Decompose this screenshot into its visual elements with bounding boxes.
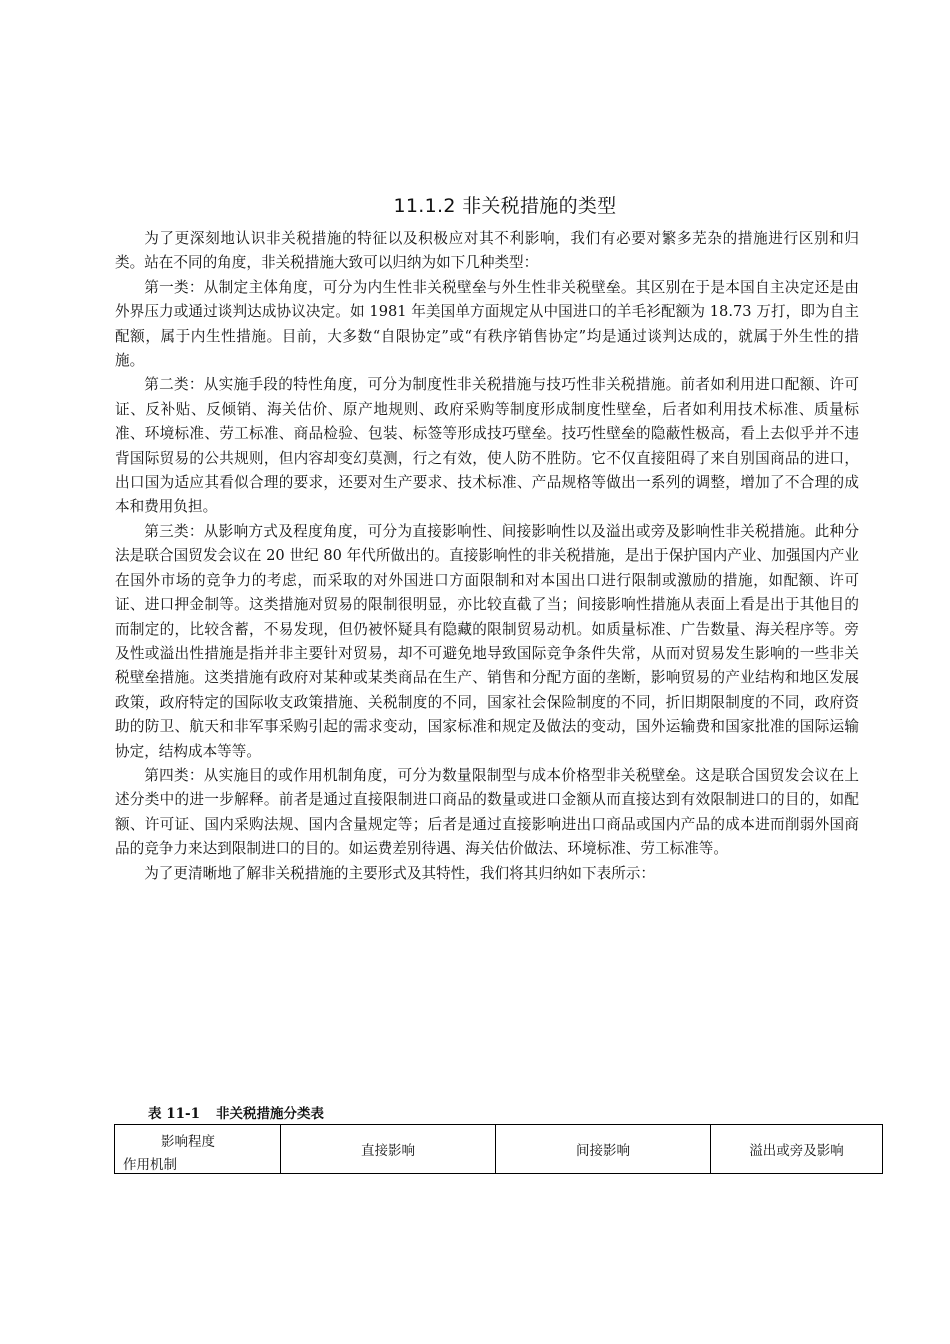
paragraph-intro: 为了更深刻地认识非关税措施的特征以及积极应对其不利影响，我们有必要对繁多芜杂的措施进行区别和归类。站在不同的角度，非关税措施大致可以归纳为如下几种类型： xyxy=(115,230,859,272)
table-caption xyxy=(148,1102,340,1122)
paragraph-type-2: 第二类：从实施手段的特性角度，可分为制度性非关税措施与技巧性非关税措施。前者如利用进口配额、许可证、反补贴、反倾销、海关估价、原产地规则、政府采购等制度形成制度性壁垒，后者如利用技术标准、质量标准、环境标准、劳工标准、商品检验、包装、标签等形成技巧壁垒。技巧性壁垒的隐蔽性极高，看上去似乎并不违背国际贸易的公共规则，但内容却变幻莫测，行之有效，使人防不胜防。它不仅直接阻碍了来自别国商品的进口，出口国为适应其看似合理的要求，还要对生产要求、技术标准、产品规格等做出一系列的调整，增加了不合理的成本和费用负担。 xyxy=(115,376,859,516)
table-caption-title: 非关税措施分类表 xyxy=(215,1106,324,1122)
corner-label-bottom: 作用机制 xyxy=(123,1157,177,1173)
column-header-indirect: 间接影响 xyxy=(496,1125,711,1174)
section-heading: 11.1.2 非关税措施的类型 xyxy=(393,195,617,217)
paragraph-type-3: 第三类：从影响方式及程度角度，可分为直接影响性、间接影响性以及溢出或旁及影响性非关税措施。此种分法是联合国贸发会议在 20 世纪 80 年代所做出的。直接影响性的非关税措施，是出于保护国内产业、加强国内产业在国外市场的竞争力的考虑，而采取的对外国进口方面限制和对本国出口进行限制或激励的措施，如配额、许可证、进口押金制等。这类措施对贸易的限制很明显，亦比较直截了当；间接影响性措施从表面上看是出于其他目的而制定的，比较含蓄，不易发现，但仍被怀疑具有隐藏的限制贸易动机。如质量标准、广告数量、海关程序等。旁及性或溢出性措施是指并非主要针对贸易，却不可避免地导致国际竞争条件失常，从而对贸易发生影响的一些非关税壁垒措施。这类措施有政府对某种或某类商品在生产、销售和分配方面的垄断，影响贸易的产业结构和地区发展政策，政府特定的国际收支政策措施、关税制度的不同，国家社会保险制度的不同，折旧期限制度的不同，政府资助的防卫、航天和非军事采购引起的需求变动，国家标准和规定及做法的变动，国外运输费和国家批准的国际运输协定，结构成本等等。 xyxy=(115,522,859,760)
table-header-row xyxy=(115,1125,883,1174)
paragraph-type-1: 第一类：从制定主体角度，可分为内生性非关税壁垒与外生性非关税壁垒。其区别在于是本国自主决定还是由外界压力或通过谈判达成协议决定。如 1981 年美国单方面规定从中国进口的羊毛衫配额为 18.73 万打，即为自主配额，属于内生性措施。目前，大多数“自限协定”或“有秩序销售协定”均是通过谈判达成的，就属于外生性的措施。 xyxy=(115,278,859,370)
table-caption-number: 表 11-1 xyxy=(148,1106,200,1122)
classification-table xyxy=(114,1124,883,1174)
paragraph-type-4: 第四类：从实施目的或作用机制角度，可分为数量限制型与成本价格型非关税壁垒。这是联合国贸发会议在上述分类中的进一步解释。前者是通过直接限制进口商品的数量或进口金额从而直接达到有效限制进口的目的，如配额、许可证、国内采购法规、国内含量规定等；后者是通过直接影响进出口商品或国内产品的成本进而削弱外国商品的竞争力来达到限制进口的目的。如运费差别待遇、海关估价做法、环境标准、劳工标准等。 xyxy=(115,766,859,858)
corner-label-top: 影响程度 xyxy=(161,1134,215,1150)
column-header-spillover: 溢出或旁及影响 xyxy=(711,1125,883,1174)
column-header-direct: 直接影响 xyxy=(281,1125,496,1174)
paragraph-table-intro: 为了更清晰地了解非关税措施的主要形式及其特性，我们将其归纳如下表所示： xyxy=(144,864,655,882)
table-corner-cell xyxy=(115,1125,281,1174)
body-text xyxy=(115,227,859,886)
